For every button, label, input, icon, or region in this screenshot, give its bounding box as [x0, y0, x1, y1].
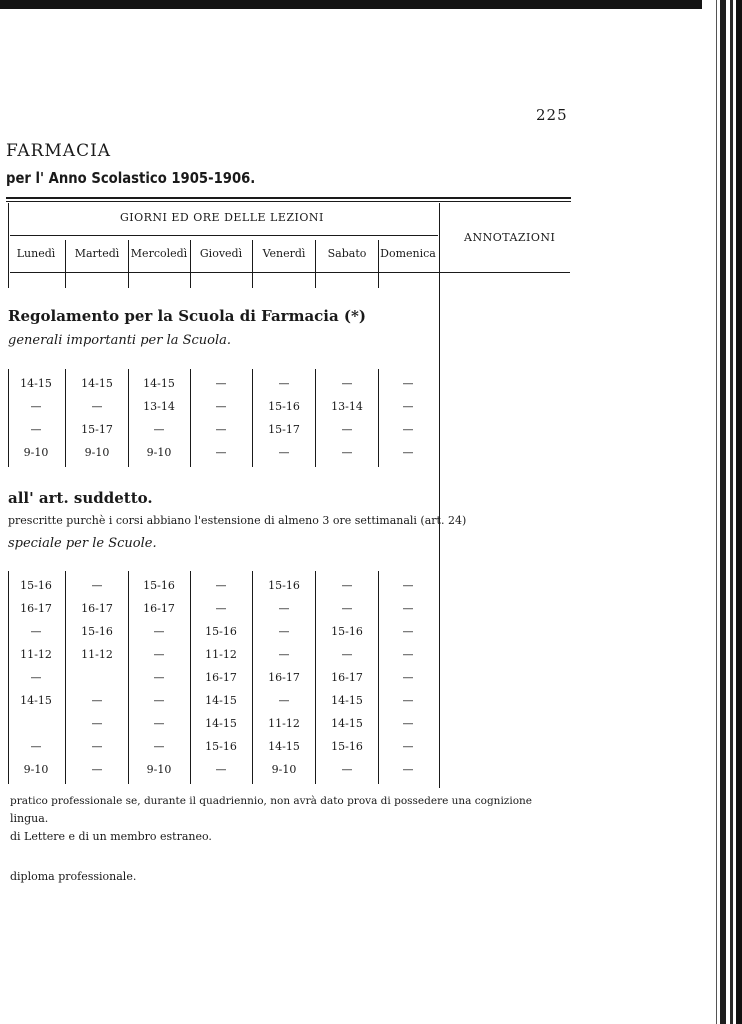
header-divider	[252, 240, 253, 288]
schedule-cell: —	[153, 423, 165, 436]
schedule-cell: —	[91, 579, 103, 592]
schedule-cell: 13-14	[143, 400, 175, 413]
schedule-cell: 14-15	[331, 694, 363, 707]
notes-column-divider	[439, 203, 440, 788]
schedule-cell: —	[402, 648, 414, 661]
schedule-cell: 14-15	[81, 377, 113, 390]
schedule-cell: —	[215, 602, 227, 615]
page-number: 225	[536, 106, 568, 124]
header-divider	[128, 240, 129, 288]
day-header-giovedi: Giovedì	[199, 247, 243, 260]
schedule-cell: 9-10	[23, 446, 49, 459]
schedule-cell: —	[402, 579, 414, 592]
day-header-venerdi: Venerdì	[262, 247, 306, 260]
schedule-cell: —	[402, 740, 414, 753]
schedule-cell: —	[153, 717, 165, 730]
schedule-cell: —	[153, 671, 165, 684]
schedule-cell: 14-15	[20, 694, 52, 707]
schedule-cell: 15-16	[205, 740, 237, 753]
schedule-cell: 14-15	[143, 377, 175, 390]
footer-line-4: diploma professionale.	[10, 870, 137, 883]
schedule-cell: 16-17	[205, 671, 237, 684]
schedule-cell: —	[402, 671, 414, 684]
schedule-cell: —	[341, 602, 353, 615]
schedule-cell: —	[341, 648, 353, 661]
schedule-cell: —	[153, 648, 165, 661]
schedule-cell: —	[402, 763, 414, 776]
header-divider	[315, 240, 316, 288]
section-2-note: prescritte purchè i corsi abbiano l'estensione di almeno 3 ore settimanali (art. 24)	[8, 514, 467, 527]
notes-column-label: ANNOTAZIONI	[464, 231, 556, 244]
header-divider	[65, 240, 66, 288]
column-divider	[315, 571, 316, 784]
column-divider	[65, 369, 66, 467]
header-divider	[190, 240, 191, 288]
schedule-cell: —	[153, 740, 165, 753]
section-2-italic: speciale per le Scuole.	[8, 536, 157, 551]
column-divider	[378, 571, 379, 784]
schedule-cell: —	[341, 579, 353, 592]
schedule-cell: —	[278, 446, 290, 459]
schedule-cell: —	[91, 717, 103, 730]
footer-line-1: pratico professionale se, durante il quadriennio, non avrà dato prova di possedere una cognizione	[10, 795, 532, 807]
schedule-cell: 9-10	[146, 763, 172, 776]
schedule-cell: —	[91, 694, 103, 707]
schedule-cell: 15-16	[331, 740, 363, 753]
schedule-cell: —	[30, 740, 42, 753]
schedule-cell: —	[402, 717, 414, 730]
schedule-cell: —	[278, 648, 290, 661]
schedule-cell: —	[30, 671, 42, 684]
schedule-cell: 14-15	[268, 740, 300, 753]
schedule-cell: —	[341, 423, 353, 436]
schedule-cell: —	[153, 694, 165, 707]
schedule-cell: —	[278, 377, 290, 390]
day-header-mercoledi: Mercoledì	[130, 247, 188, 260]
schedule-cell: 15-16	[268, 400, 300, 413]
schedule-cell: 11-12	[268, 717, 300, 730]
schedule-cell: —	[402, 423, 414, 436]
page-title: FARMACIA	[6, 141, 112, 161]
schedule-cell: —	[341, 763, 353, 776]
schedule-cell: 14-15	[205, 717, 237, 730]
day-header-sabato: Sabato	[327, 247, 367, 260]
header-bottom-rule	[10, 272, 570, 273]
schedule-cell: —	[402, 602, 414, 615]
schedule-cell: —	[215, 423, 227, 436]
schedule-cell: 16-17	[268, 671, 300, 684]
schedule-cell: —	[30, 423, 42, 436]
schedule-cell: —	[402, 694, 414, 707]
schedule-cell: —	[278, 602, 290, 615]
schedule-cell: —	[341, 377, 353, 390]
column-divider	[315, 369, 316, 467]
column-divider	[128, 369, 129, 467]
schedule-cell: 15-16	[81, 625, 113, 638]
schedule-cell: —	[215, 579, 227, 592]
schedule-cell: —	[91, 740, 103, 753]
schedule-cell: —	[215, 763, 227, 776]
column-divider	[128, 571, 129, 784]
schedule-cell: 11-12	[20, 648, 52, 661]
day-header-martedi: Martedì	[74, 247, 120, 260]
header-divider	[378, 240, 379, 288]
header-rule-bottom	[6, 201, 571, 202]
schedule-cell: 11-12	[205, 648, 237, 661]
schedule-cell: 15-16	[268, 579, 300, 592]
schedule-cell: —	[341, 446, 353, 459]
column-divider	[8, 369, 9, 467]
schedule-cell: —	[215, 400, 227, 413]
header-rule-top	[6, 197, 571, 199]
schedule-cell: —	[402, 446, 414, 459]
book-binding-edge	[702, 0, 742, 1024]
schedule-cell: 13-14	[331, 400, 363, 413]
schedule-cell: —	[278, 694, 290, 707]
scan-top-edge	[0, 0, 742, 9]
schedule-cell: 14-15	[331, 717, 363, 730]
section-1-heading: Regolamento per la Scuola di Farmacia (*)	[8, 307, 366, 325]
schedule-cell: 15-17	[81, 423, 113, 436]
schedule-cell: 9-10	[271, 763, 297, 776]
column-divider	[65, 571, 66, 784]
schedule-cell: —	[278, 625, 290, 638]
schedule-cell: 9-10	[23, 763, 49, 776]
page-subtitle: per l' Anno Scolastico 1905-1906.	[6, 169, 256, 187]
schedule-cell: 14-15	[205, 694, 237, 707]
schedule-cell: —	[215, 377, 227, 390]
schedule-cell: —	[402, 377, 414, 390]
schedule-cell: 16-17	[143, 602, 175, 615]
schedule-cell: 14-15	[20, 377, 52, 390]
schedule-cell: 15-16	[331, 625, 363, 638]
column-divider	[190, 369, 191, 467]
schedule-cell: —	[215, 446, 227, 459]
day-header-domenica: Domenica	[380, 247, 436, 260]
column-divider	[252, 369, 253, 467]
section-2-heading: all' art. suddetto.	[8, 489, 153, 507]
schedule-cell: —	[402, 625, 414, 638]
schedule-cell: 11-12	[81, 648, 113, 661]
column-divider	[378, 369, 379, 467]
schedule-cell: 16-17	[20, 602, 52, 615]
schedule-cell: —	[91, 400, 103, 413]
schedule-cell: 16-17	[331, 671, 363, 684]
schedule-cell: —	[30, 625, 42, 638]
schedule-cell: 16-17	[81, 602, 113, 615]
schedule-cell: 9-10	[84, 446, 110, 459]
day-header-lunedi: Lunedì	[16, 247, 56, 260]
footer-line-3: di Lettere e di un membro estraneo.	[10, 830, 212, 843]
group-label-underline	[10, 235, 438, 236]
footer-line-2: lingua.	[10, 812, 49, 825]
schedule-cell: 15-16	[143, 579, 175, 592]
schedule-cell: 15-16	[205, 625, 237, 638]
schedule-cell: 15-16	[20, 579, 52, 592]
section-1-italic: generali importanti per la Scuola.	[8, 333, 232, 348]
header-divider	[8, 203, 9, 288]
schedule-cell: —	[153, 625, 165, 638]
schedule-cell: 9-10	[146, 446, 172, 459]
column-divider	[8, 571, 9, 784]
days-group-label: GIORNI ED ORE DELLE LEZIONI	[120, 211, 324, 224]
schedule-cell: —	[91, 763, 103, 776]
column-divider	[190, 571, 191, 784]
schedule-cell: —	[402, 400, 414, 413]
column-divider	[252, 571, 253, 784]
schedule-cell: —	[30, 400, 42, 413]
schedule-cell: 15-17	[268, 423, 300, 436]
